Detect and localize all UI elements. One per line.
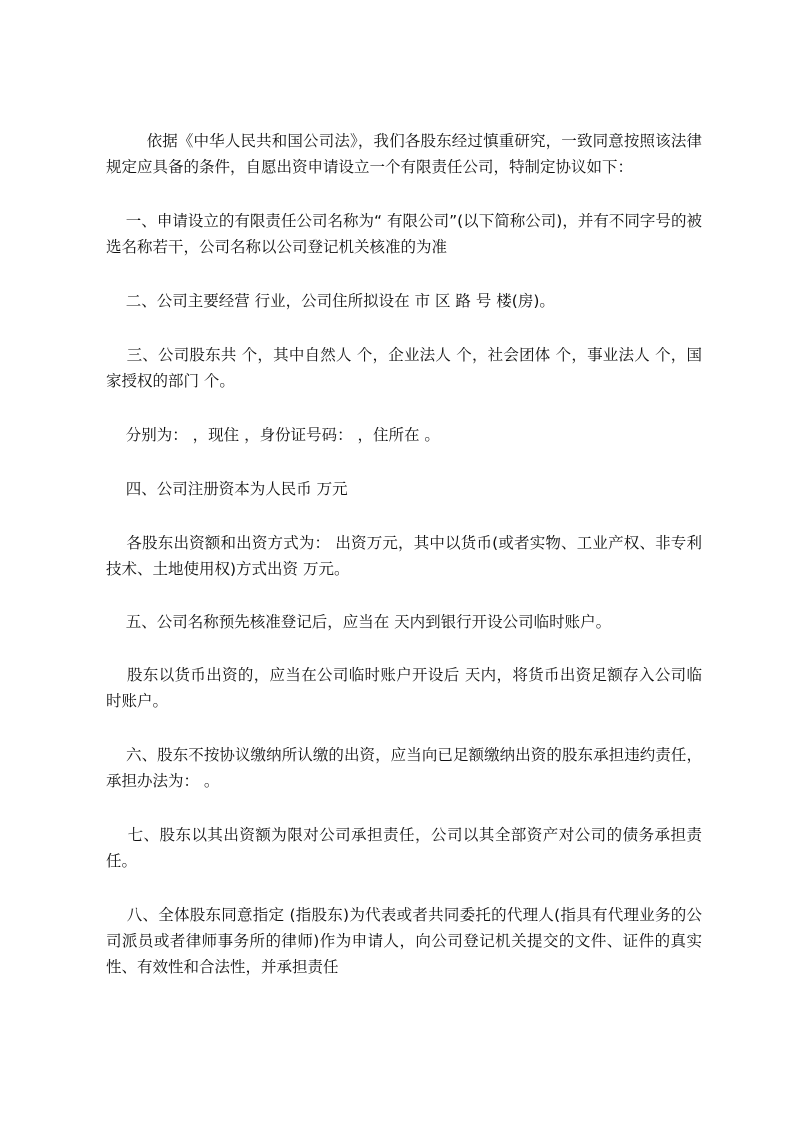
- clause-7-paragraph: 七、股东以其出资额为限对公司承担责任，公司以其全部资产对公司的债务承担责任。: [106, 826, 702, 870]
- clause-2-paragraph: 二、公司主要经营 行业，公司住所拟设在 市 区 路 号 楼(房)。: [106, 292, 555, 310]
- cash-contribution-paragraph: 股东以货币出资的，应当在公司临时账户开设后 天内，将货币出资足额存入公司临时账户。: [106, 666, 702, 710]
- clause-5-paragraph: 五、公司名称预先核准登记后，应当在 天内到银行开设公司临时账户。: [106, 613, 612, 631]
- shareholders-detail-paragraph: 分别为： ，现住 ，身份证号码： ，住所在 。: [106, 426, 440, 444]
- contribution-paragraph: 各股东出资额和出资方式为： 出资万元，其中以货币(或者实物、工业产权、非专利技术、土地使用权)方式出资 万元。: [106, 534, 702, 578]
- clause-8-paragraph: 八、全体股东同意指定 (指股东)为代表或者共同委托的代理人(指具有代理业务的公司派员或者律师事务所的律师)作为申请人，向公司登记机关提交的文件、证件的真实性、有效性和合法性，并承担责任: [106, 906, 702, 976]
- clause-3-paragraph: 三、公司股东共 个，其中自然人 个，企业法人 个，社会团体 个，事业法人 个，国家授权的部门 个。: [106, 346, 702, 390]
- intro-paragraph: 依据《中华人民共和国公司法》，我们各股东经过慎重研究，一致同意按照该法律规定应具备的条件，自愿出资申请设立一个有限责任公司，特制定协议如下：: [106, 132, 702, 176]
- clause-4-paragraph: 四、公司注册资本为人民币 万元: [106, 480, 348, 498]
- clause-6-paragraph: 六、股东不按协议缴纳所认缴的出资，应当向已足额缴纳出资的股东承担违约责任，承担办法为： 。: [106, 746, 702, 790]
- clause-1-paragraph: 一、申请设立的有限责任公司名称为“ 有限公司”(以下简称公司)，并有不同字号的被选名称若干，公司名称以公司登记机关核准的为准: [106, 212, 702, 256]
